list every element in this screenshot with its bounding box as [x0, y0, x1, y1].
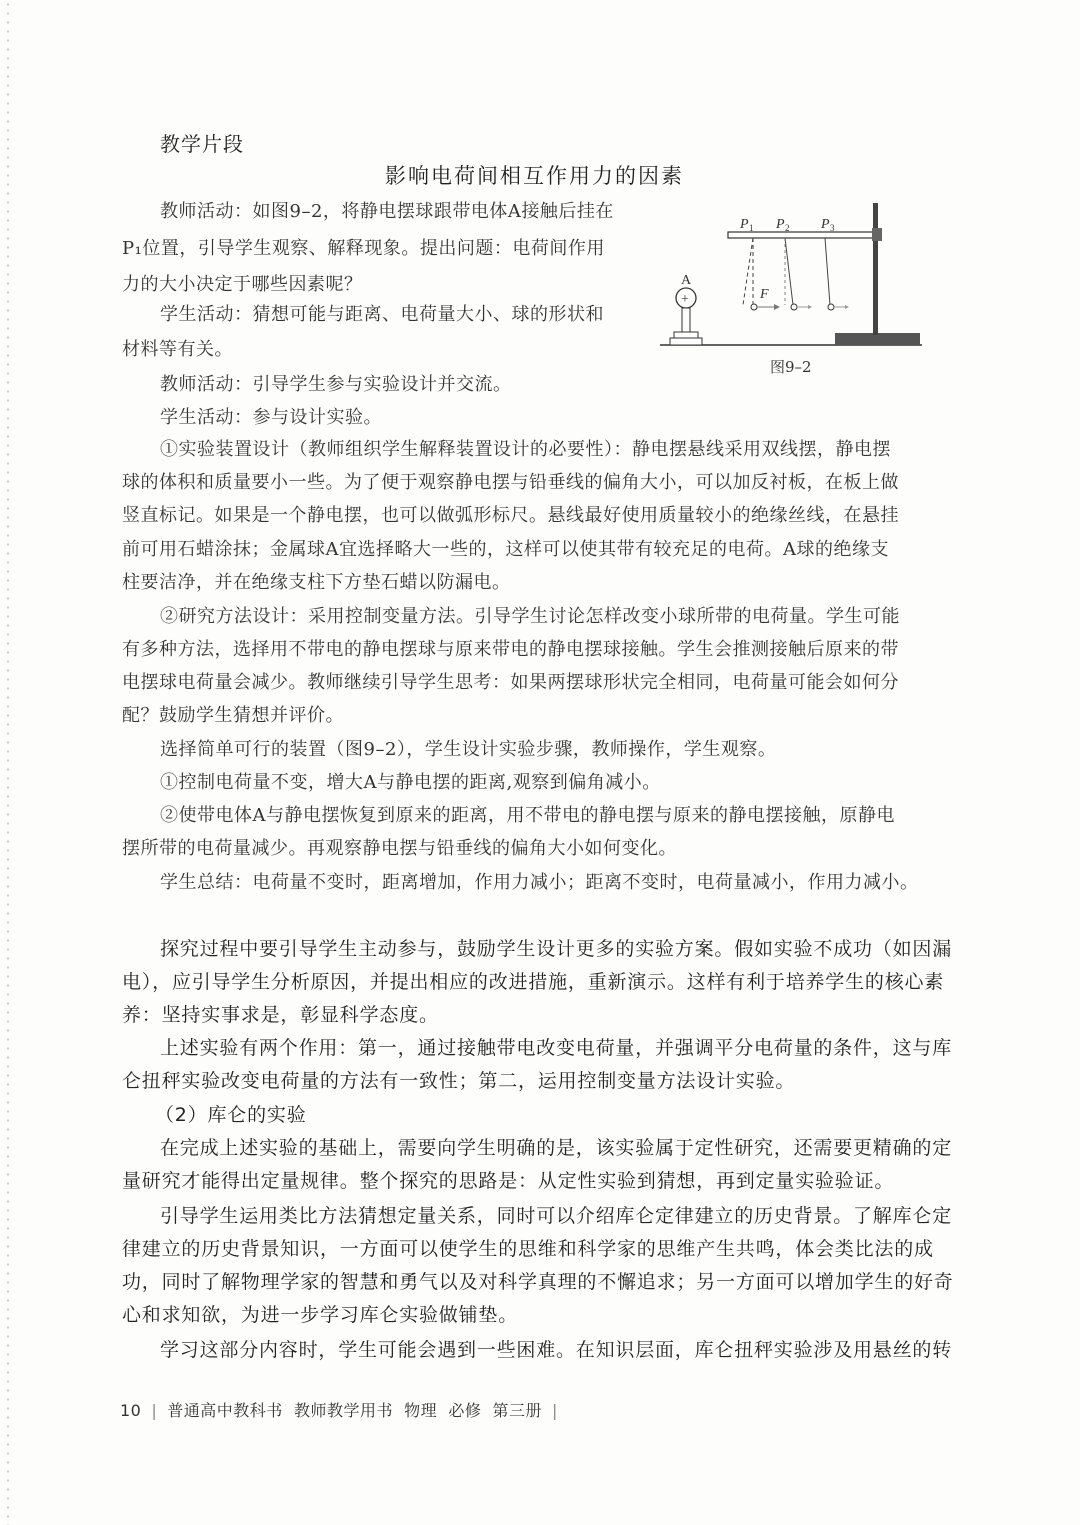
pillar-foot — [674, 332, 698, 338]
footer-book: 普通高中教科书 — [167, 1401, 283, 1420]
figure-caption: 图9–2 — [770, 358, 812, 376]
pendulum-p3-string — [825, 238, 830, 305]
body-b4-line2: 量研究才能得出定量规律。整个探究的思路是：从定性实验到猜想，再到定量实验验证。 — [122, 1170, 895, 1192]
pendulum-ball-p3 — [828, 304, 834, 310]
box-p8: ①控制电荷量不变，增大A与静电摆的距离,观察到偏角减小。 — [160, 772, 661, 793]
label-P3-sub: 3 — [830, 223, 835, 233]
box-p3: 教师活动：引导学生参与实验设计并交流。 — [160, 374, 512, 395]
box-p1-line3: 力的大小决定于哪些因素呢？ — [122, 274, 363, 295]
segment-title: 影响电荷间相互作用力的因素 — [385, 164, 684, 188]
pillar-base — [670, 338, 702, 345]
label-P1: P — [740, 217, 749, 232]
arrowhead-p3 — [845, 305, 849, 309]
body-b1-line2: 电），应引导学生分析原因，并提出相应的改进措施，重新演示。这样有利于培养学生的核心素 — [122, 971, 945, 993]
box-p6-line3: 电摆球电荷量会减少。教师继续引导学生思考：如果两摆球形状完全相同，电荷量可能会如何分 — [122, 672, 899, 693]
page-number: 10 — [120, 1401, 142, 1420]
page-footer: 10 | 普通高中教科书 教师教学用书 物理 必修 第三册 | — [120, 1401, 558, 1420]
box-p1-line1: 教师活动：如图9–2，将静电摆球跟带电体A接触后挂在 — [160, 201, 614, 222]
box-p4: 学生活动：参与设计实验。 — [160, 407, 382, 428]
binding-dots — [6, 0, 10, 1525]
box-p2-line2: 材料等有关。 — [122, 339, 233, 360]
box-p1-line2: P₁位置，引导学生观察、解释现象。提出问题：电荷间作用 — [122, 238, 605, 259]
label-F: F — [760, 287, 769, 302]
pendulum-ball-p1 — [751, 304, 757, 310]
label-plus: + — [681, 292, 689, 307]
stand-rod — [873, 203, 878, 335]
clamp — [872, 228, 882, 241]
label-P3: P — [821, 217, 830, 232]
box-p9-line1: ②使带电体A与静电摆恢复到原来的距离，用不带电的静电摆与原来的静电摆接触，原静电 — [160, 805, 895, 826]
box-p5-line5: 柱要洁净，并在绝缘支柱下方垫石蜡以防漏电。 — [122, 572, 511, 593]
arrowhead-p2 — [808, 305, 812, 309]
label-P2-sub: 2 — [785, 223, 790, 233]
footer-subject: 物理 — [404, 1401, 438, 1420]
box-p6-line1: ②研究方法设计：采用控制变量方法。引导学生讨论怎样改变小球所带的电荷量。学生可能 — [160, 606, 900, 627]
box-p7: 选择简单可行的装置（图9–2），学生设计实验步骤，教师操作，学生观察。 — [160, 739, 777, 760]
box-p6-line4: 配？鼓励学生猜想并评价。 — [122, 705, 344, 726]
body-b2-line1: 上述实验有两个作用：第一，通过接触带电改变电荷量，并强调平分电荷量的条件，这与库 — [160, 1037, 953, 1059]
body-b3-heading: （2）库仑的实验 — [155, 1104, 307, 1126]
box-p5-line3: 竖直标记。如果是一个静电摆，也可以做弧形标尺。悬线最好使用质量较小的绝缘丝线，在悬挂 — [122, 505, 899, 526]
label-A: A — [681, 273, 692, 288]
box-p6-line2: 有多种方法，选择用不带电的静电摆球与原来带电的静电摆球接触。学生会推测接触后原来的带 — [122, 639, 899, 660]
body-b2-line2: 仑扭秤实验改变电荷量的方法有一致性；第二，运用控制变量方法设计实验。 — [122, 1070, 796, 1092]
pendulum-ball-p2 — [791, 304, 797, 310]
box-p5-line4: 前可用石蜡涂抹；金属球A宜选择略大一些的，这样可以使其带有较充足的电荷。A球的绝缘支 — [122, 539, 889, 560]
box-p5-line1: ①实验装置设计（教师组织学生解释装置设计的必要性）：静电摆悬线采用双线摆，静电摆 — [160, 439, 891, 460]
body-b5-line3: 功，同时了解物理学家的智慧和勇气以及对科学真理的不懈追求；另一方面可以增加学生的好奇 — [122, 1271, 954, 1293]
body-b5-line1: 引导学生运用类比方法猜想定量关系，同时可以介绍库仑定律建立的历史背景。了解库仑定 — [160, 1205, 953, 1227]
section-label: 教学片段 — [160, 132, 244, 156]
insulating-pillar — [682, 308, 690, 332]
box-p2-line1: 学生活动：猜想可能与距离、电荷量大小、球的形状和 — [160, 304, 604, 325]
body-b4-line1: 在完成上述实验的基础上，需要向学生明确的是，该实验属于定性研究，还需要更精确的定 — [160, 1137, 953, 1159]
box-p5-line2: 球的体积和质量要小一些。为了便于观察静电摆与铅垂线的偏角大小，可以加反衬板，在板上做 — [122, 472, 899, 493]
body-b1-line3: 养：坚持实事求是，彰显科学态度。 — [122, 1004, 439, 1026]
footer-volume: 第三册 — [492, 1401, 543, 1420]
pendulum-p2-string — [785, 238, 793, 305]
body-b6-line1: 学习这部分内容时，学生可能会遇到一些困难。在知识层面，库仑扭秤实验涉及用悬丝的转 — [160, 1339, 953, 1361]
force-arrowhead — [774, 304, 780, 310]
body-b5-line4: 心和求知欲，为进一步学习库仑实验做铺垫。 — [122, 1304, 519, 1326]
body-b1-line1: 探究过程中要引导学生主动参与，鼓励学生设计更多的实验方案。假如实验不成功（如因漏 — [160, 938, 953, 960]
label-P2: P — [776, 217, 785, 232]
footer-guide: 教师教学用书 — [293, 1401, 393, 1420]
footer-type: 必修 — [448, 1401, 482, 1420]
label-P1-sub: 1 — [749, 223, 754, 233]
pendulum-p1-string — [743, 238, 753, 305]
body-b5-line2: 律建立的历史背景知识，一方面可以使学生的思维和科学家的思维产生共鸣，体会类比法的成 — [122, 1238, 934, 1260]
box-p9-line2: 摆所带的电荷量减少。再观察静电摆与铅垂线的偏角大小如何变化。 — [122, 838, 677, 859]
box-p10: 学生总结：电荷量不变时，距离增加，作用力减小；距离不变时，电荷量减小，作用力减小。 — [160, 872, 919, 893]
